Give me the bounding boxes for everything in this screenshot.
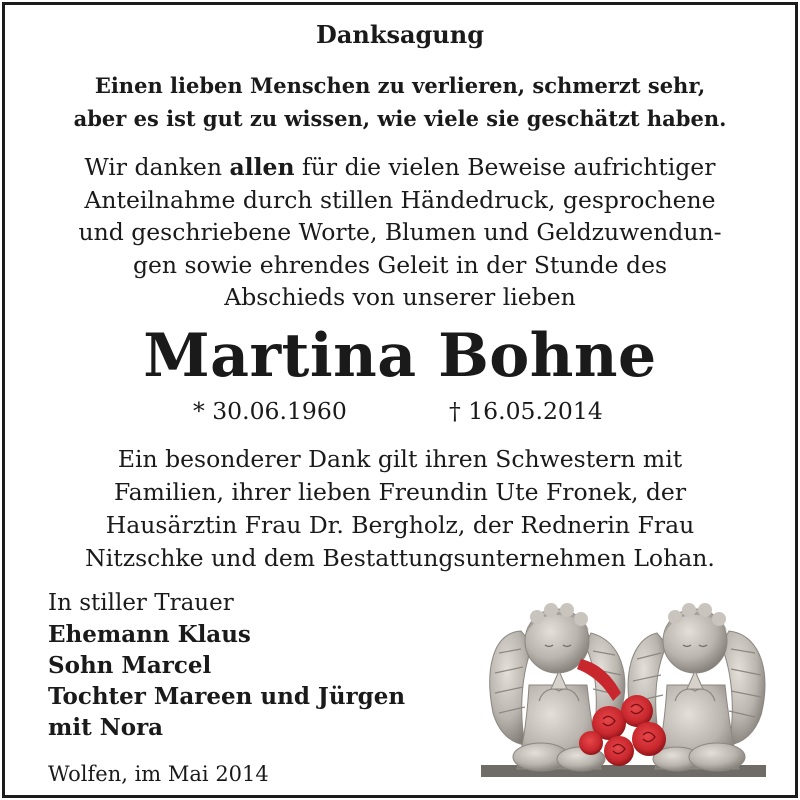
quote-line: aber es ist gut zu wissen, wie viele sie geschätzt haben. [73, 106, 727, 131]
thanks-line: Nitzschke und dem Bestattungsunternehmen Lohan. [85, 544, 715, 572]
paragraph-line [5, 151, 795, 184]
mourner: Ehemann Klaus [48, 621, 251, 648]
paragraph-line: gen sowie ehrendes Geleit in der Stunde des [132, 250, 668, 279]
deceased-name: Martina Bohne [143, 321, 657, 391]
notice-title: Danksagung [316, 20, 484, 49]
paragraph-line: Anteilnahme durch stillen Händedruck, gesprochene [84, 185, 716, 214]
thanks-line: Familien, ihrer lieben Freundin Ute Fronek, der [113, 478, 687, 506]
mourner: Sohn Marcel [48, 652, 212, 679]
thanks-paragraph [5, 151, 795, 314]
mourners-list [48, 588, 405, 743]
thanks-line: Ein besonderer Dank gilt ihren Schwestern mit [117, 445, 683, 473]
birth-date: * 30.06.1960 [193, 397, 347, 425]
praying-angels-icon [481, 593, 771, 783]
mourner: Tochter Mareen und Jürgen [48, 683, 406, 710]
paragraph-emphasis: allen [229, 153, 295, 181]
mourner: mit Nora [48, 714, 164, 741]
paragraph-text: Wir danken [84, 153, 230, 181]
paragraph-line: und geschriebene Worte, Blumen und Geldzuwendun- [78, 218, 722, 246]
paragraph-text: für die vielen Beweise aufrichtiger [294, 153, 716, 181]
quote-line: Einen lieben Menschen zu verlieren, schmerzt sehr, [94, 73, 706, 98]
place-and-date: Wolfen, im Mai 2014 [48, 762, 269, 786]
death-date: † 16.05.2014 [449, 397, 603, 425]
paragraph-line: Abschieds von unserer lieben [224, 283, 576, 311]
opening-quote [5, 69, 795, 135]
obituary-notice [2, 2, 798, 798]
mourning-intro: In stiller Trauer [48, 590, 234, 616]
special-thanks [5, 443, 795, 575]
thanks-line: Hausärztin Frau Dr. Bergholz, der Rednerin Frau [105, 511, 695, 539]
